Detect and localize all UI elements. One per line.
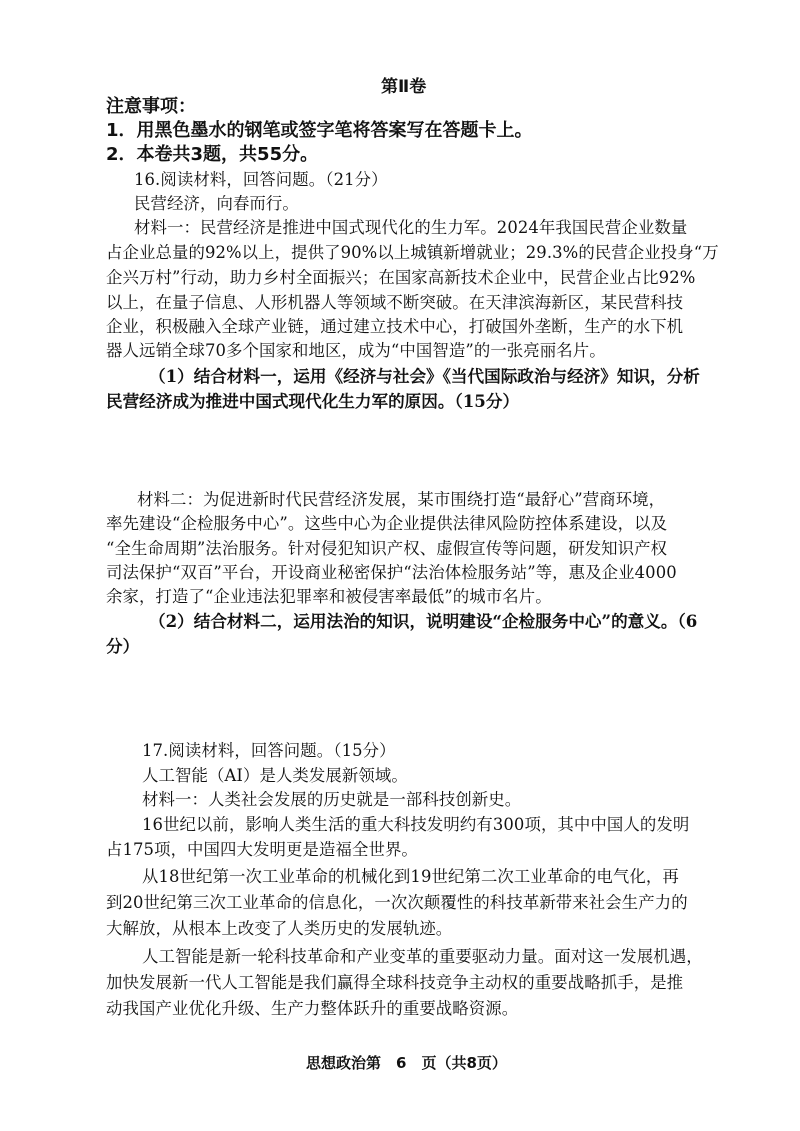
q16-material1-line: 器人远销全球70多个国家和地区，成为“中国智造”的一张亮丽名片。 [106, 341, 606, 360]
q16-subtitle: 民营经济，向春而行。 [134, 194, 299, 213]
q16-material2-line: “全生命周期”法治服务。针对侵犯知识产权、虚假宣传等问题，研发知识产权 [106, 539, 668, 558]
q17-subtitle: 人工智能（AI）是人类发展新领域。 [142, 766, 408, 785]
notice-item: 1．用黑色墨水的钢笔或签字笔将答案写在答题卡上。 [106, 120, 533, 141]
q17-paragraph-line: 加快发展新一代人工智能是我们赢得全球科技竞争主动权的重要战略抓手，是推 [106, 973, 684, 992]
q16-material1-line: 企兴万村”行动，助力乡村全面振兴；在国家高新技术企业中，民营企业占比92% [106, 268, 696, 287]
q17-paragraph-line: 占175项，中国四大发明更是造福全世界。 [106, 840, 418, 859]
q17-paragraph-line: 动我国产业优化升级、生产力整体跃升的重要战略资源。 [106, 999, 519, 1018]
notice-heading: 注意事项： [106, 96, 196, 117]
q17-paragraph-line: 人工智能是新一轮科技革命和产业变革的重要驱动力量。面对这一发展机遇， [142, 947, 703, 966]
section-title: 第Ⅱ卷 [381, 77, 427, 97]
q17-paragraph-line: 到20世纪第三次工业革命的信息化，一次次颠覆性的科技革新带来社会生产力的 [106, 893, 688, 912]
q16-material2-line: 余家，打造了“企业违法犯罪率和被侵害率最低”的城市名片。 [106, 587, 552, 606]
q16-material1-line: 企业，积极融入全球产业链，通过建立技术中心，打破国外垄断，生产的水下机 [106, 317, 684, 336]
page-footer: 思想政治第 6 页（共8页） [306, 1054, 507, 1072]
q17-paragraph-line: 16世纪以前，影响人类生活的重大科技发明约有300项，其中中国人的发明 [142, 815, 690, 834]
q16-question1: 民营经济成为推进中国式现代化生力军的原因。（15分） [106, 391, 520, 411]
q16-question2: （2）结合材料二，运用法治的知识，说明建设“企检服务中心”的意义。（6 [149, 611, 698, 631]
q17-header: 17.阅读材料，回答问题。（15分） [142, 741, 396, 760]
q16-question1: （1）结合材料一，运用《经济与社会》《当代国际政治与经济》知识，分析 [149, 366, 700, 386]
q17-paragraph-line: 大解放，从根本上改变了人类历史的发展轨迹。 [106, 919, 453, 938]
q16-material1-line: 材料一：民营经济是推进中国式现代化的生力军。2024年我国民营企业数量 [134, 218, 688, 237]
q17-material1-intro: 材料一：人类社会发展的历史就是一部科技创新史。 [142, 790, 522, 809]
q16-header: 16.阅读材料，回答问题。（21分） [134, 170, 388, 189]
q16-material1-line: 以上，在量子信息、人形机器人等领域不断突破。在天津滨海新区，某民营科技 [106, 293, 684, 312]
q16-material2-line: 材料二：为促进新时代民营经济发展，某市围绕打造“最舒心”营商环境， [137, 490, 666, 509]
q16-question2: 分） [106, 636, 140, 656]
q16-material2-line: 率先建设“企检服务中心”。这些中心为企业提供法律风险防控体系建设，以及 [106, 514, 668, 533]
q16-material2-line: 司法保护“双百”平台，开设商业秘密保护“法治体检服务站”等，惠及企业4000 [106, 563, 677, 582]
q17-paragraph-line: 从18世纪第一次工业革命的机械化到19世纪第二次工业革命的电气化，再 [142, 867, 679, 886]
q16-material1-line: 占企业总量的92%以上，提供了90%以上城镇新增就业；29.3%的民营企业投身“万 [106, 243, 719, 262]
notice-item: 2．本卷共3题，共55分。 [106, 144, 319, 165]
